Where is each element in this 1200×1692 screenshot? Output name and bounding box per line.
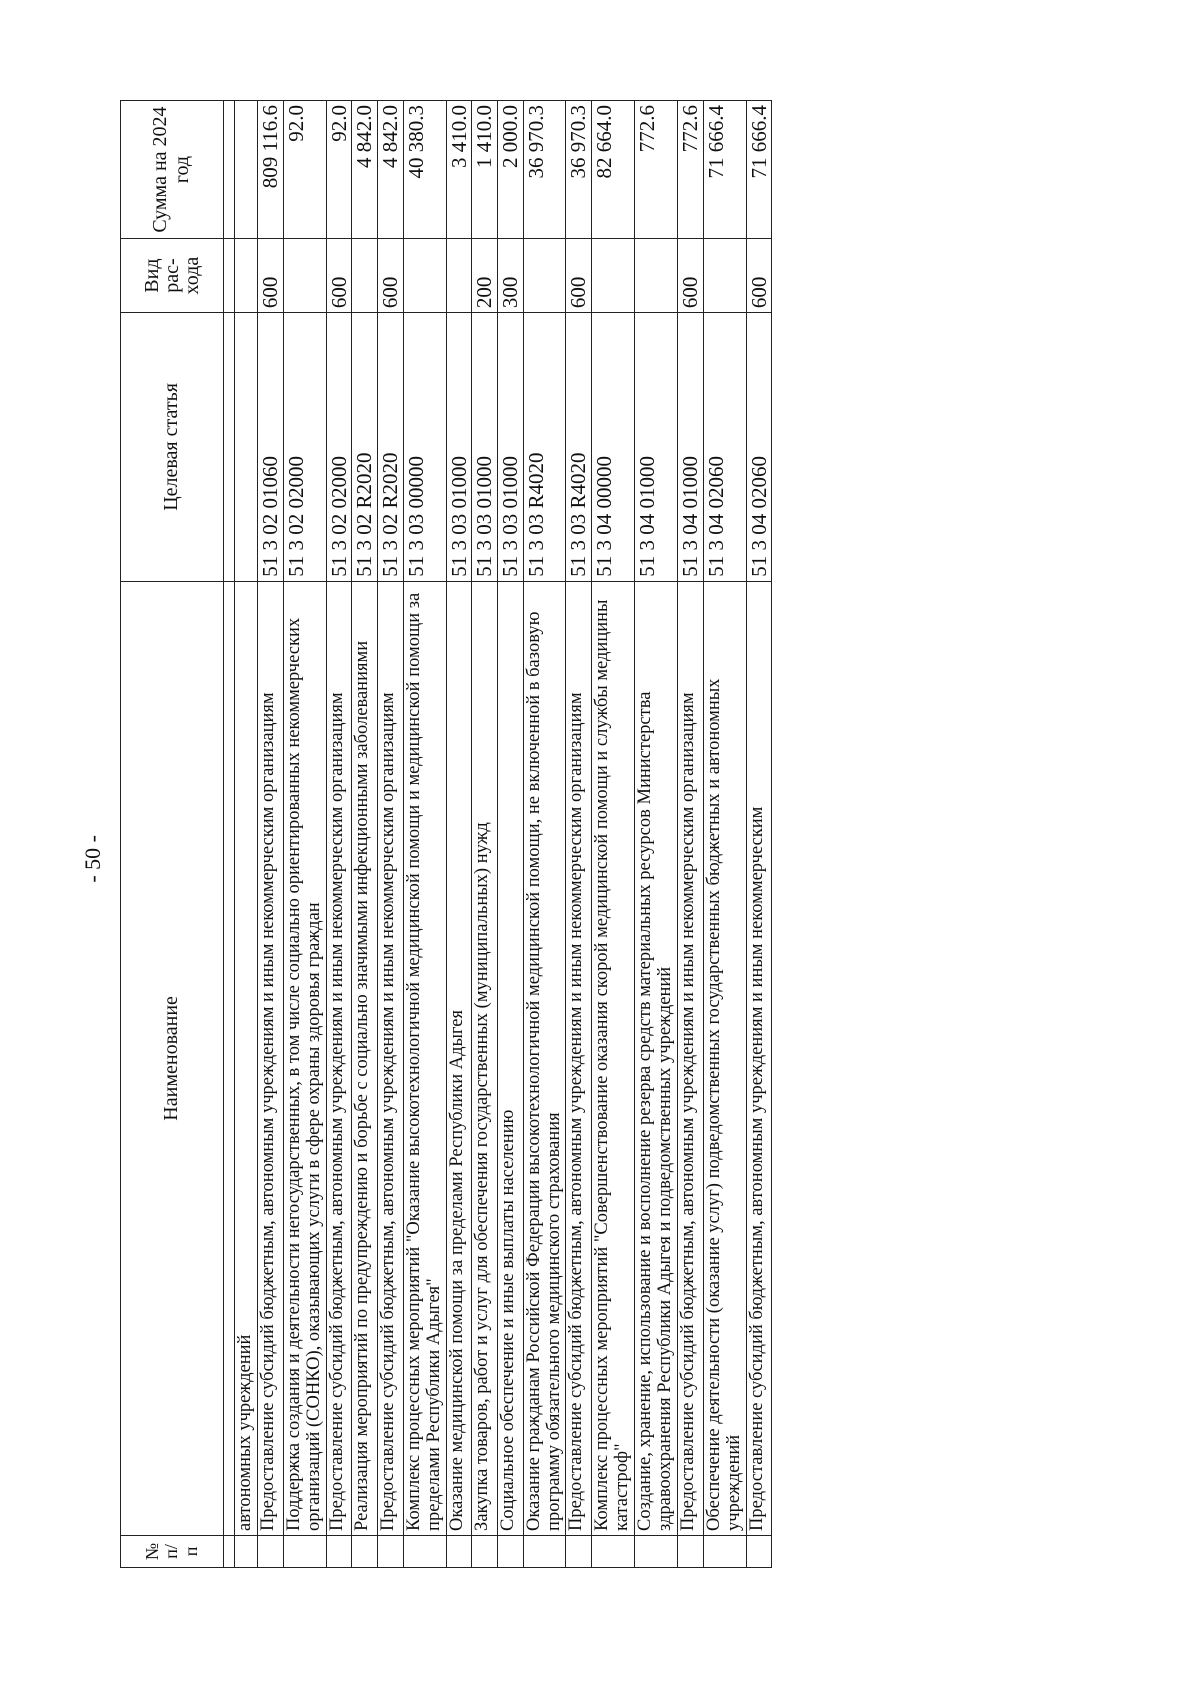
row-number-cell bbox=[472, 1535, 498, 1567]
row-number-cell bbox=[703, 1535, 746, 1567]
row-number-cell bbox=[283, 1535, 326, 1567]
row-number-cell bbox=[566, 1535, 592, 1567]
spacer-cell bbox=[224, 101, 235, 239]
row-number-cell bbox=[352, 1535, 378, 1567]
row-number-cell bbox=[678, 1535, 704, 1567]
row-number-cell bbox=[403, 1535, 446, 1567]
table-row bbox=[592, 101, 635, 1568]
row-number-cell bbox=[446, 1535, 472, 1567]
row-name-cell: Закупка товаров, работ и услуг для обеспечения государственных (муниципальных) нужд bbox=[472, 581, 498, 1535]
row-expense-type-cell bbox=[283, 239, 326, 313]
spacer-cell bbox=[224, 581, 235, 1535]
row-name-cell: Социальное обеспечение и иные выплаты населению bbox=[497, 581, 523, 1535]
table-row bbox=[523, 101, 566, 1568]
row-sum-cell: 71 666.4 bbox=[746, 101, 772, 239]
row-expense-type-cell bbox=[592, 239, 635, 313]
row-name-cell: Комплекс процессных мероприятий "Оказание высокотехнологичной медицинской помощи и медицинской помощи за пределами Республики Адыгея" bbox=[403, 581, 446, 1535]
row-target-article-cell: 51 3 04 02060 bbox=[746, 313, 772, 582]
row-expense-type-cell: 600 bbox=[566, 239, 592, 313]
table-header-row bbox=[121, 101, 224, 1568]
spacer-cell bbox=[224, 239, 235, 313]
row-expense-type-cell bbox=[635, 239, 678, 313]
row-expense-type-cell: 600 bbox=[257, 239, 283, 313]
row-target-article-cell: 51 3 04 02060 bbox=[703, 313, 746, 582]
table-row bbox=[403, 101, 446, 1568]
row-name-cell: Обеспечение деятельности (оказание услуг) подведомственных государственных бюджетных и автономных учреждений bbox=[703, 581, 746, 1535]
row-sum-cell: 4 842.0 bbox=[352, 101, 378, 239]
row-number-cell bbox=[497, 1535, 523, 1567]
row-sum-cell: 1 410.0 bbox=[472, 101, 498, 239]
table-row bbox=[635, 101, 678, 1568]
table-row bbox=[326, 101, 352, 1568]
row-sum-cell: 3 410.0 bbox=[446, 101, 472, 239]
row-target-article-cell: 51 3 02 R2020 bbox=[352, 313, 378, 582]
row-name-cell: Оказание медицинской помощи за пределами Республики Адыгея bbox=[446, 581, 472, 1535]
table-row bbox=[235, 101, 258, 1568]
row-sum-cell: 92.0 bbox=[283, 101, 326, 239]
row-expense-type-cell bbox=[403, 239, 446, 313]
row-expense-type-cell: 200 bbox=[472, 239, 498, 313]
row-sum-cell: 809 116.6 bbox=[257, 101, 283, 239]
row-sum-cell: 2 000.0 bbox=[497, 101, 523, 239]
table-row bbox=[446, 101, 472, 1568]
row-expense-type-cell bbox=[523, 239, 566, 313]
row-name-cell: Предоставление субсидий бюджетным, автономным учреждениям и иным некоммерческим организациям bbox=[566, 581, 592, 1535]
header-name: Наименование bbox=[121, 581, 224, 1535]
row-name-cell: Комплекс процессных мероприятий "Совершенствование оказания скорой медицинской помощи и службы медицины катастроф" bbox=[592, 581, 635, 1535]
row-sum-cell: 40 380.3 bbox=[403, 101, 446, 239]
row-target-article-cell: 51 3 03 01000 bbox=[446, 313, 472, 582]
spacer-cell bbox=[224, 1535, 235, 1567]
row-number-cell bbox=[635, 1535, 678, 1567]
row-expense-type-cell bbox=[446, 239, 472, 313]
table-row bbox=[352, 101, 378, 1568]
row-name-cell: Предоставление субсидий бюджетным, автономным учреждениям и иным некоммерческим организациям bbox=[377, 581, 403, 1535]
row-target-article-cell: 51 3 04 00000 bbox=[592, 313, 635, 582]
row-expense-type-cell bbox=[235, 239, 258, 313]
rotated-table-container bbox=[120, 100, 1120, 1568]
row-sum-cell: 4 842.0 bbox=[377, 101, 403, 239]
table-row bbox=[283, 101, 326, 1568]
row-target-article-cell: 51 3 02 02000 bbox=[326, 313, 352, 582]
row-expense-type-cell bbox=[352, 239, 378, 313]
row-sum-cell: 36 970.3 bbox=[566, 101, 592, 239]
row-expense-type-cell: 600 bbox=[678, 239, 704, 313]
row-sum-cell: 36 970.3 bbox=[523, 101, 566, 239]
row-number-cell bbox=[592, 1535, 635, 1567]
page-number: - 50 - bbox=[80, 835, 105, 883]
row-name-cell: Предоставление субсидий бюджетным, автономным учреждениям и иным некоммерческим организациям bbox=[326, 581, 352, 1535]
row-name-cell: Предоставление субсидий бюджетным, автономным учреждениям и иным некоммерческим организациям bbox=[678, 581, 704, 1535]
row-target-article-cell: 51 3 04 01000 bbox=[635, 313, 678, 582]
row-expense-type-cell: 600 bbox=[326, 239, 352, 313]
table-row bbox=[472, 101, 498, 1568]
row-sum-cell bbox=[235, 101, 258, 239]
row-name-cell: автономных учреждений bbox=[235, 581, 258, 1535]
spacer-cell bbox=[224, 313, 235, 582]
header-target-article: Целевая статья bbox=[121, 313, 224, 582]
row-number-cell bbox=[523, 1535, 566, 1567]
row-sum-cell: 71 666.4 bbox=[703, 101, 746, 239]
row-target-article-cell: 51 3 03 01000 bbox=[497, 313, 523, 582]
row-sum-cell: 772.6 bbox=[635, 101, 678, 239]
table-body bbox=[224, 101, 772, 1568]
header-sum-2024: Сумма на 2024 год bbox=[121, 101, 224, 239]
row-expense-type-cell bbox=[703, 239, 746, 313]
row-name-cell: Создание, хранение, использование и восполнение резерва средств материальных ресурсов Министерства здравоохранения Республики Адыгея и подведомственных учреждений bbox=[635, 581, 678, 1535]
row-name-cell: Реализация мероприятий по предупреждению и борьбе с социально значимыми инфекционными заболеваниями bbox=[352, 581, 378, 1535]
row-number-cell bbox=[257, 1535, 283, 1567]
row-target-article-cell: 51 3 02 R2020 bbox=[377, 313, 403, 582]
row-name-cell: Предоставление субсидий бюджетным, автономным учреждениям и иным некоммерческим bbox=[746, 581, 772, 1535]
row-number-cell bbox=[377, 1535, 403, 1567]
table-row bbox=[703, 101, 746, 1568]
table-row bbox=[257, 101, 283, 1568]
row-expense-type-cell: 300 bbox=[497, 239, 523, 313]
row-expense-type-cell: 600 bbox=[746, 239, 772, 313]
table-row-spacer bbox=[224, 101, 235, 1568]
row-expense-type-cell: 600 bbox=[377, 239, 403, 313]
header-number: № п/п bbox=[121, 1535, 224, 1567]
table-row bbox=[497, 101, 523, 1568]
row-target-article-cell: 51 3 03 00000 bbox=[403, 313, 446, 582]
table-row bbox=[746, 101, 772, 1568]
header-expense-type: Вид рас-хода bbox=[121, 239, 224, 313]
row-name-cell: Предоставление субсидий бюджетным, автономным учреждениям и иным некоммерческим организациям bbox=[257, 581, 283, 1535]
table-row bbox=[566, 101, 592, 1568]
row-sum-cell: 82 664.0 bbox=[592, 101, 635, 239]
row-number-cell bbox=[326, 1535, 352, 1567]
row-number-cell bbox=[746, 1535, 772, 1567]
row-sum-cell: 92.0 bbox=[326, 101, 352, 239]
row-name-cell: Оказание гражданам Российской Федерации высокотехнологичной медицинской помощи, не включенной в базовую программу обязательного медицинского страхования bbox=[523, 581, 566, 1535]
row-name-cell: Поддержка создания и деятельности негосударственных, в том числе социально ориентированных некоммерческих организаций (СОНКО), оказывающих услуги в сфере охраны здоровья граждан bbox=[283, 581, 326, 1535]
budget-table bbox=[120, 100, 772, 1568]
row-target-article-cell: 51 3 03 R4020 bbox=[523, 313, 566, 582]
row-target-article-cell: 51 3 03 01000 bbox=[472, 313, 498, 582]
table-row bbox=[678, 101, 704, 1568]
row-target-article-cell: 51 3 02 02000 bbox=[283, 313, 326, 582]
row-target-article-cell bbox=[235, 313, 258, 582]
row-sum-cell: 772.6 bbox=[678, 101, 704, 239]
table-row bbox=[377, 101, 403, 1568]
row-target-article-cell: 51 3 02 01060 bbox=[257, 313, 283, 582]
row-target-article-cell: 51 3 03 R4020 bbox=[566, 313, 592, 582]
row-target-article-cell: 51 3 04 01000 bbox=[678, 313, 704, 582]
row-number-cell bbox=[235, 1535, 258, 1567]
